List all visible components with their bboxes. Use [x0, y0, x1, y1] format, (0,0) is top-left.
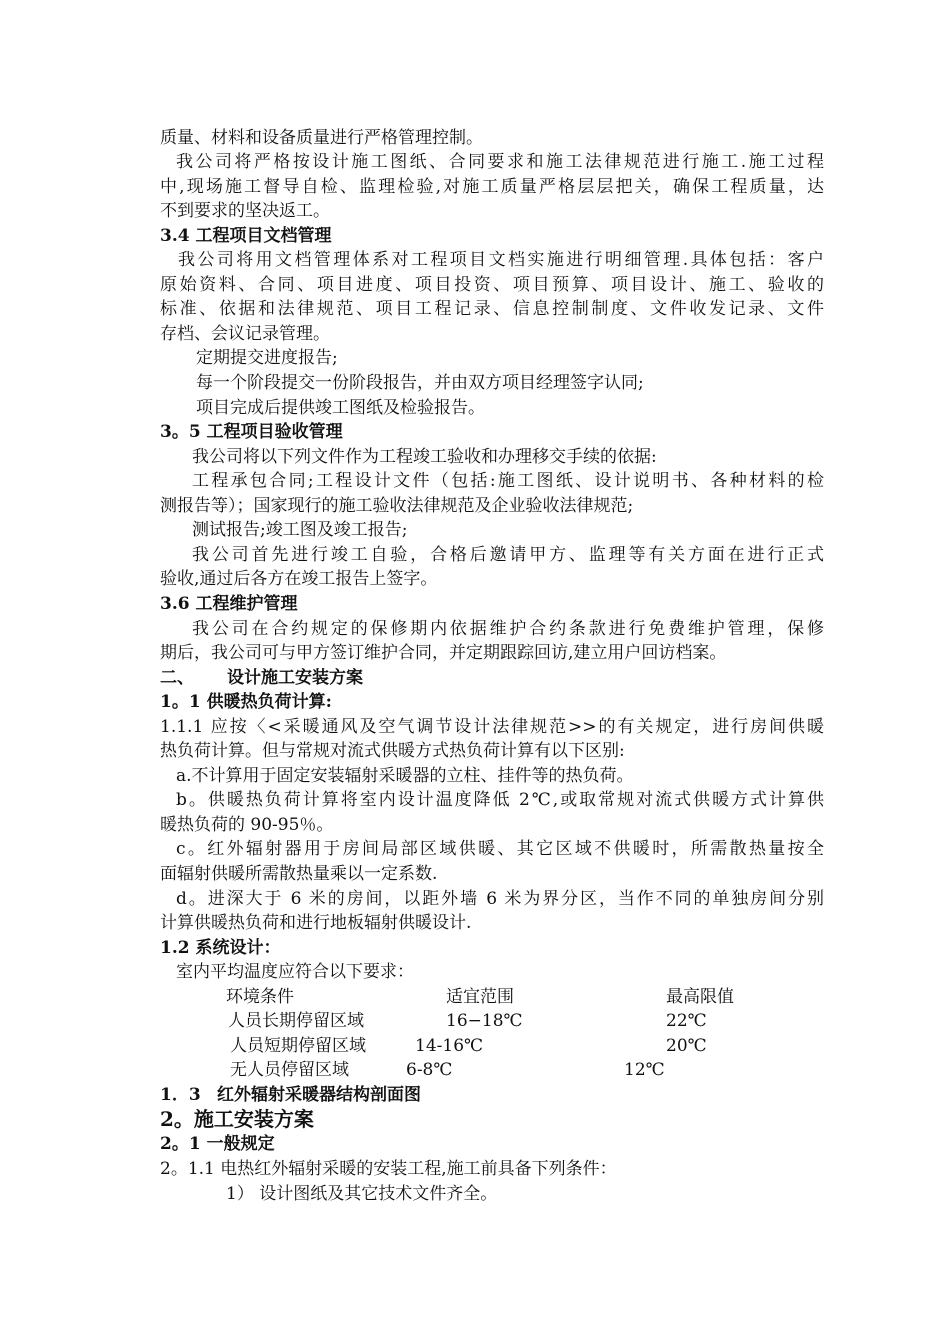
table-cell: 22℃ — [666, 1011, 707, 1031]
table-cell: 12℃ — [624, 1060, 665, 1080]
paragraph-line: 面辐射供暖所需散热量乘以一定系数. — [160, 864, 438, 884]
paragraph-line: 1.1.1 应按〈<采暖通风及空气调节设计法律规范>>的有关规定，进行房间供暖 — [160, 717, 824, 737]
table-header-max: 最高限值 — [666, 987, 734, 1007]
paragraph-line: 期后，我公司可与甲方签订维护合同，并定期跟踪回访,建立用户回访档案。 — [160, 643, 727, 663]
paragraph-line: 验收,通过后各方在竣工报告上签字。 — [160, 569, 438, 589]
paragraph-line: 热负荷计算。但与常规对流式供暖方式热负荷计算有以下区别: — [160, 741, 625, 761]
paragraph-line: 存档、会议记录管理。 — [160, 324, 330, 344]
section-heading: 3.4 工程项目文档管理 — [160, 226, 332, 246]
paragraph-line: 测试报告;竣工图及竣工报告; — [192, 520, 408, 540]
section-heading: 3。5 工程项目验收管理 — [160, 422, 343, 442]
section-heading: 2。1 一般规定 — [160, 1134, 275, 1154]
paragraph-line: 我公司在合约规定的保修期内依据维护合约条款进行免费维护管理，保修 — [192, 619, 824, 639]
section-heading: 1。1 供暖热负荷计算: — [160, 692, 332, 712]
paragraph-line: 暖热负荷的 90-95％。 — [160, 815, 334, 835]
paragraph-line: 我公司将用文档管理体系对工程项目文档实施进行明细管理.具体包括：客户 — [178, 250, 824, 270]
table-cell: 人员短期停留区域 — [230, 1036, 366, 1056]
paragraph-line: 2。1.1 电热红外辐射采暖的安装工程,施工前具备下列条件： — [160, 1159, 617, 1179]
paragraph-line: 测报告等）；国家现行的施工验收法律规范及企业验收法律规范; — [160, 496, 634, 516]
chapter-heading: 2。施工安装方案 — [160, 1107, 314, 1131]
paragraph-line: 我公司将严格按设计施工图纸、合同要求和施工法律规范进行施工.施工过程 — [176, 152, 824, 172]
paragraph-line: 我公司将以下列文件作为工程竣工验收和办理移交手续的依据: — [192, 447, 657, 467]
table-cell: 20℃ — [666, 1036, 707, 1056]
list-item: 1） 设计图纸及其它技术文件齐全。 — [226, 1184, 498, 1204]
table-header-condition: 环境条件 — [226, 987, 294, 1007]
list-item: 项目完成后提供竣工图纸及检验报告。 — [196, 398, 485, 418]
list-item: 定期提交进度报告; — [196, 348, 338, 368]
table-cell: 16−18℃ — [446, 1011, 523, 1031]
chapter-number: 二、 — [160, 668, 194, 688]
section-heading: 1.2 系统设计： — [160, 938, 281, 958]
list-item: d。进深大于 6 米的房间，以距外墙 6 米为界分区，当作不同的单独房间分别 — [176, 889, 824, 909]
table-cell: 无人员停留区域 — [230, 1060, 349, 1080]
table-header-range: 适宜范围 — [446, 987, 514, 1007]
paragraph-line: 中,现场施工督导自检、监理检验,对施工质量严格层层把关，确保工程质量，达 — [160, 177, 824, 197]
paragraph-line: 质量、材料和设备质量进行严格管理控制。 — [160, 128, 483, 148]
table-cell: 6-8℃ — [406, 1060, 453, 1080]
list-item: a.不计算用于固定安装辐射采暖器的立柱、挂件等的热负荷。 — [176, 766, 634, 786]
section-number: 1．3 — [160, 1085, 201, 1105]
section-heading: 3.6 工程维护管理 — [160, 594, 298, 614]
list-item: c。红外辐射器用于房间局部区域供暖、其它区域不供暖时，所需散热量按全 — [176, 839, 824, 859]
paragraph-line: 我公司首先进行竣工自验，合格后邀请甲方、监理等有关方面在进行正式 — [192, 545, 824, 565]
section-heading: 红外辐射采暖器结构剖面图 — [217, 1085, 421, 1105]
table-cell: 人员长期停留区域 — [228, 1011, 364, 1031]
paragraph-line: 工程承包合同;工程设计文件（包括:施工图纸、设计说明书、各种材料的检 — [192, 471, 824, 491]
table-cell: 14-16℃ — [415, 1036, 484, 1056]
paragraph-line: 不到要求的坚决返工。 — [160, 201, 330, 221]
chapter-title: 设计施工安装方案 — [227, 668, 363, 688]
paragraph-line: 原始资料、合同、项目进度、项目投资、项目预算、项目设计、施工、验收的 — [160, 275, 824, 295]
paragraph-line: 室内平均温度应符合以下要求： — [176, 962, 414, 982]
paragraph-line: 计算供暖热负荷和进行地板辐射供暖设计. — [160, 913, 472, 933]
list-item: 每一个阶段提交一份阶段报告，并由双方项目经理签字认同; — [196, 373, 644, 393]
list-item: b。供暖热负荷计算将室内设计温度降低 2℃,或取常规对流式供暖方式计算供 — [176, 790, 824, 810]
paragraph-line: 标准、依据和法律规范、项目工程记录、信息控制制度、文件收发记录、文件 — [160, 299, 824, 319]
